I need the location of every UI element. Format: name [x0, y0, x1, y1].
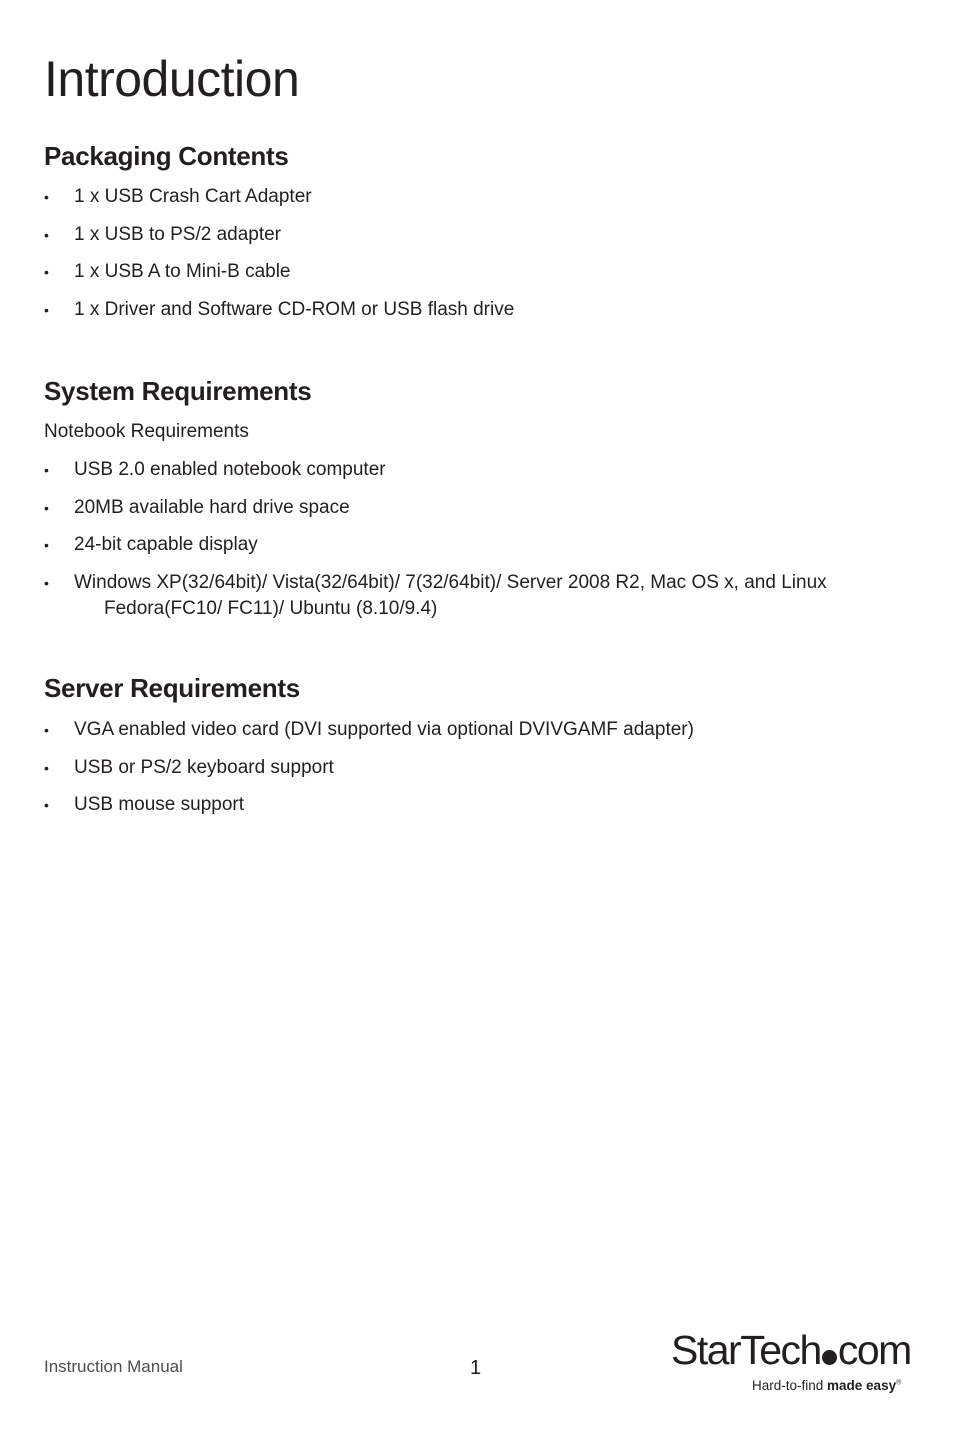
list-item: • 1 x USB Crash Cart Adapter	[44, 184, 904, 210]
bullet-icon: •	[44, 226, 49, 243]
bullet-icon: •	[44, 462, 49, 478]
packaging-contents-heading: Packaging Contents	[44, 141, 289, 171]
list-item: • 1 x Driver and Software CD-ROM or USB flash drive	[44, 297, 904, 323]
bullet-icon: •	[44, 797, 49, 813]
page-number: 1	[470, 1357, 482, 1379]
notebook-requirements-label: Notebook Requirements	[44, 421, 249, 442]
list-item: • USB or PS/2 keyboard support	[44, 755, 904, 781]
bullet-icon: •	[44, 537, 49, 553]
list-item: • 20MB available hard drive space	[44, 495, 904, 521]
logo-tagline: Hard-to-find made easy®	[752, 1378, 902, 1393]
os-support-line: Windows XP(32/64bit)/ Vista(32/64bit)/ 7(32/64bit)/ Server 2008 R2, Mac OS x, and Linux	[74, 571, 827, 593]
list-item: • VGA enabled video card (DVI supported via optional DVIVGAMF adapter)	[44, 717, 904, 743]
bullet-icon: •	[44, 759, 49, 776]
bullet-icon: •	[44, 264, 49, 280]
bullet-icon: •	[44, 574, 49, 591]
list-item	[44, 570, 904, 622]
bullet-icon: •	[44, 301, 49, 318]
server-requirements-heading: Server Requirements	[44, 673, 300, 703]
server-requirements-list	[44, 717, 904, 830]
list-item: • 1 x USB to PS/2 adapter	[44, 222, 904, 248]
packaging-contents-list	[44, 184, 904, 334]
startech-logo	[671, 1325, 921, 1403]
footer-document-label: Instruction Manual	[44, 1357, 183, 1376]
bullet-icon: •	[44, 499, 49, 516]
list-item: • 1 x USB A to Mini-B cable	[44, 259, 904, 285]
list-item: • USB 2.0 enabled notebook computer	[44, 457, 904, 483]
bullet-icon: •	[44, 189, 49, 205]
logo-dot-icon	[822, 1350, 837, 1365]
logo-wordmark: StarTech com	[671, 1327, 911, 1373]
system-requirements-heading: System Requirements	[44, 376, 312, 406]
bullet-icon: •	[44, 722, 49, 738]
list-item: • USB mouse support	[44, 792, 904, 818]
os-support-continuation: Fedora(FC10/ FC11)/ Ubuntu (8.10/9.4)	[104, 597, 438, 619]
list-item: • 24-bit capable display	[44, 532, 904, 558]
page-title: Introduction	[44, 51, 300, 107]
system-requirements-list	[44, 457, 904, 633]
